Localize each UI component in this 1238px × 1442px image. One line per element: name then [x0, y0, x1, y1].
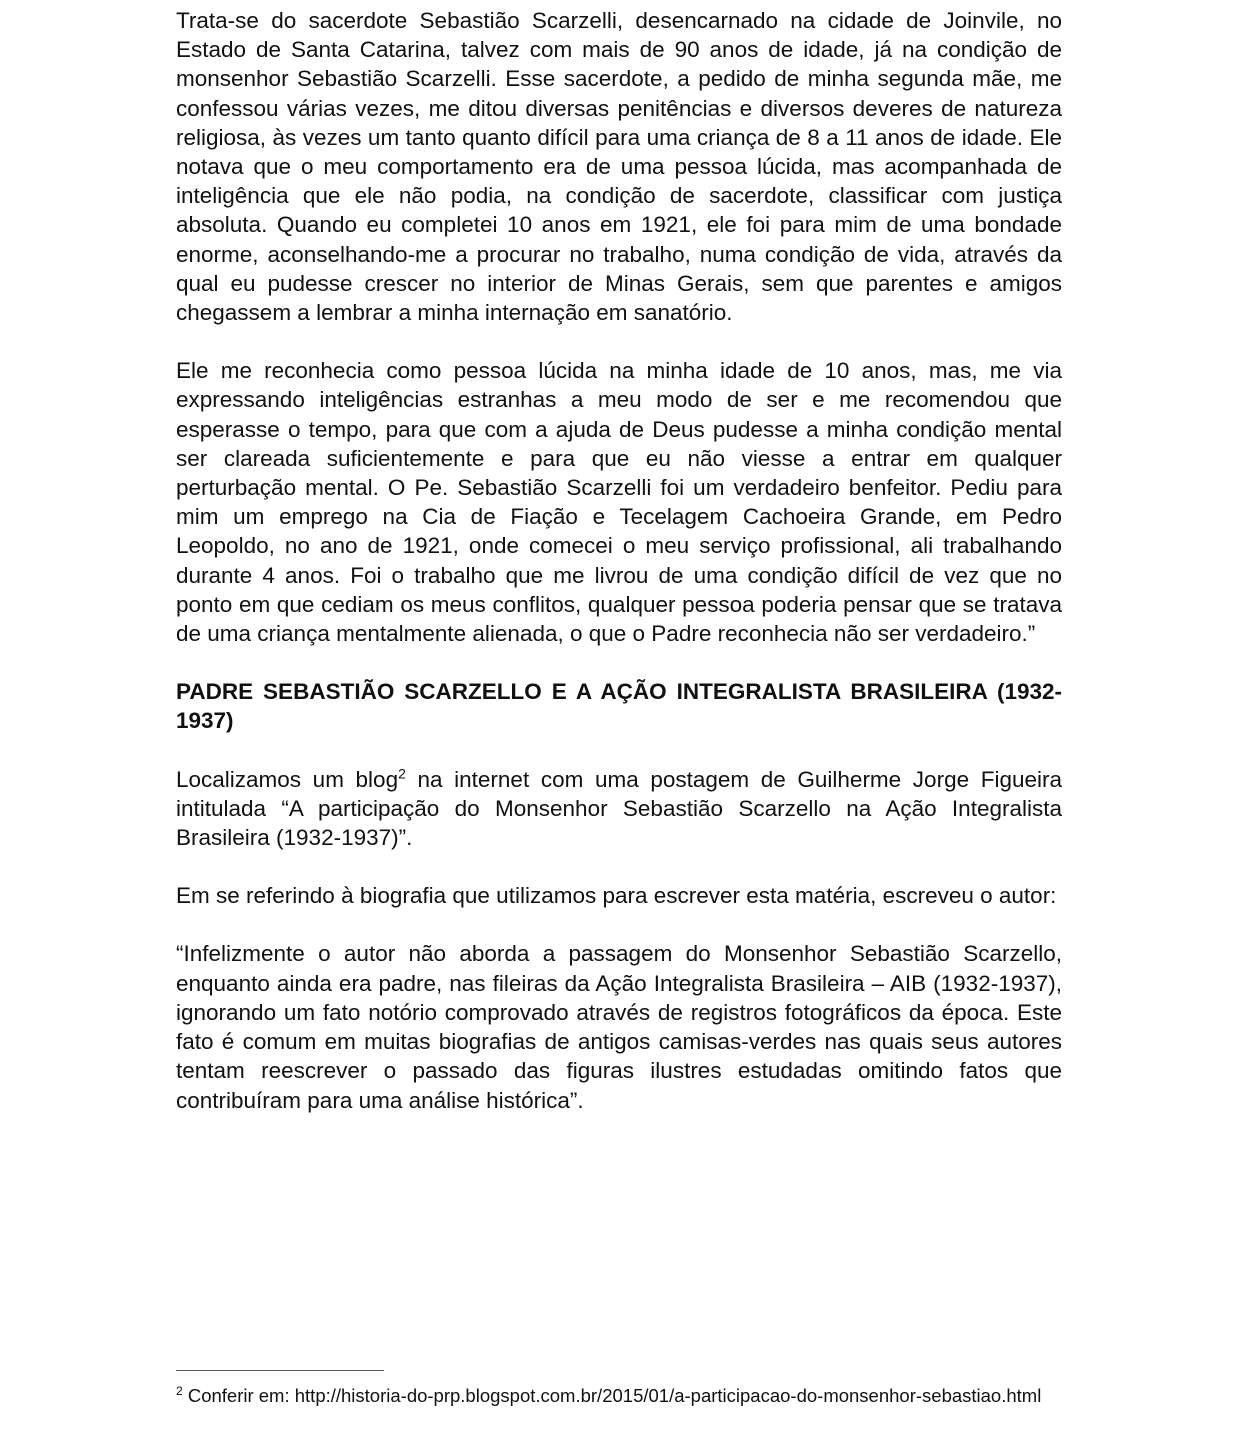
paragraph-spacer: [176, 910, 1062, 939]
paragraph-3: [176, 765, 1062, 853]
paragraph-3-text-end: na internet com uma postagem de Guilherme Jorge Figueira intitulada “A participação do Monsenhor Sebastião Scarzello na Ação Integralista Brasileira (1932-1937)”.: [176, 766, 1062, 851]
paragraph-1: Trata-se do sacerdote Sebastião Scarzelli, desencarnado na cidade de Joinvile, no Estado de Santa Catarina, talvez com mais de 90 anos de idade, já na condição de monsenhor Sebastião Scarzelli. Esse sacerdote, a pedido de minha segunda mãe, me confessou várias vezes, me ditou diversas penitências e diversos deveres de natureza religiosa, às vezes um tanto quanto difícil para uma criança de 8 a 11 anos de idade. Ele notava que o meu comportamento era de uma pessoa lúcida, mas acompanhada de inteligência que ele não podia, na condição de sacerdote, classificar com justiça absoluta. Quando eu completei 10 anos em 1921, ele foi para mim de uma bondade enorme, aconselhando-me a procurar no trabalho, numa condição de vida, através da qual eu pudesse crescer no interior de Minas Gerais, sem que parentes e amigos chegassem a lembrar a minha internação em sanatório.: [176, 8, 1062, 326]
paragraph-4: Em se referindo à biografia que utilizamos para escrever esta matéria, escreveu o autor:: [176, 883, 1057, 909]
quote-paragraph: “Infelizmente o autor não aborda a passagem do Monsenhor Sebastião Scarzello, enquanto ainda era padre, nas fileiras da Ação Integralista Brasileira – AIB (1932-1937), ignorando um fato notório comprovado através de registros fotográficos da época. Este fato é comum em muitas biografias de antigos camisas-verdes nas quais seus autores tentam reescrever o passado das figuras ilustres estudadas omitindo fatos que contribuíram para uma análise histórica”.: [176, 941, 1062, 1113]
footnote-number: 2: [176, 1383, 183, 1398]
paragraph-spacer: [176, 648, 1062, 677]
footnote: [176, 1384, 1062, 1407]
paragraph-spacer: [176, 852, 1062, 881]
section-heading: PADRE SEBASTIÃO SCARZELLO E A AÇÃO INTEGRALISTA BRASILEIRA (1932-1937): [176, 679, 1062, 734]
paragraph-3-text-start: Localizamos um blog: [176, 766, 399, 792]
paragraph-spacer: [176, 327, 1062, 356]
paragraph-2: Ele me reconhecia como pessoa lúcida na minha idade de 10 anos, mas, me via expressando inteligências estranhas a meu modo de ser e me recomendou que esperasse o tempo, para que com a ajuda de Deus pudesse a minha condição mental ser clareada suficientemente e para que eu não viesse a entrar em qualquer perturbação mental. O Pe. Sebastião Scarzelli foi um verdadeiro benfeitor. Pediu para mim um emprego na Cia de Fiação e Tecelagem Cachoeira Grande, em Pedro Leopoldo, no ano de 1921, onde comecei o meu serviço profissional, ali trabalhando durante 4 anos. Foi o trabalho que me livrou de uma condição difícil de vez que no ponto em que cediam os meus conflitos, qualquer pessoa poderia pensar que se tratava de uma criança mentalmente alienada, o que o Padre reconhecia não ser verdadeiro.”: [176, 358, 1062, 647]
paragraph-spacer: [176, 736, 1062, 765]
document-body: [176, 6, 1062, 1115]
footnote-text: Conferir em: http://historia-do-prp.blogspot.com.br/2015/01/a-participacao-do-monsenhor-sebastiao.html: [182, 1385, 1042, 1406]
footnote-separator: [176, 1370, 384, 1371]
footnote-reference[interactable]: 2: [398, 765, 406, 782]
